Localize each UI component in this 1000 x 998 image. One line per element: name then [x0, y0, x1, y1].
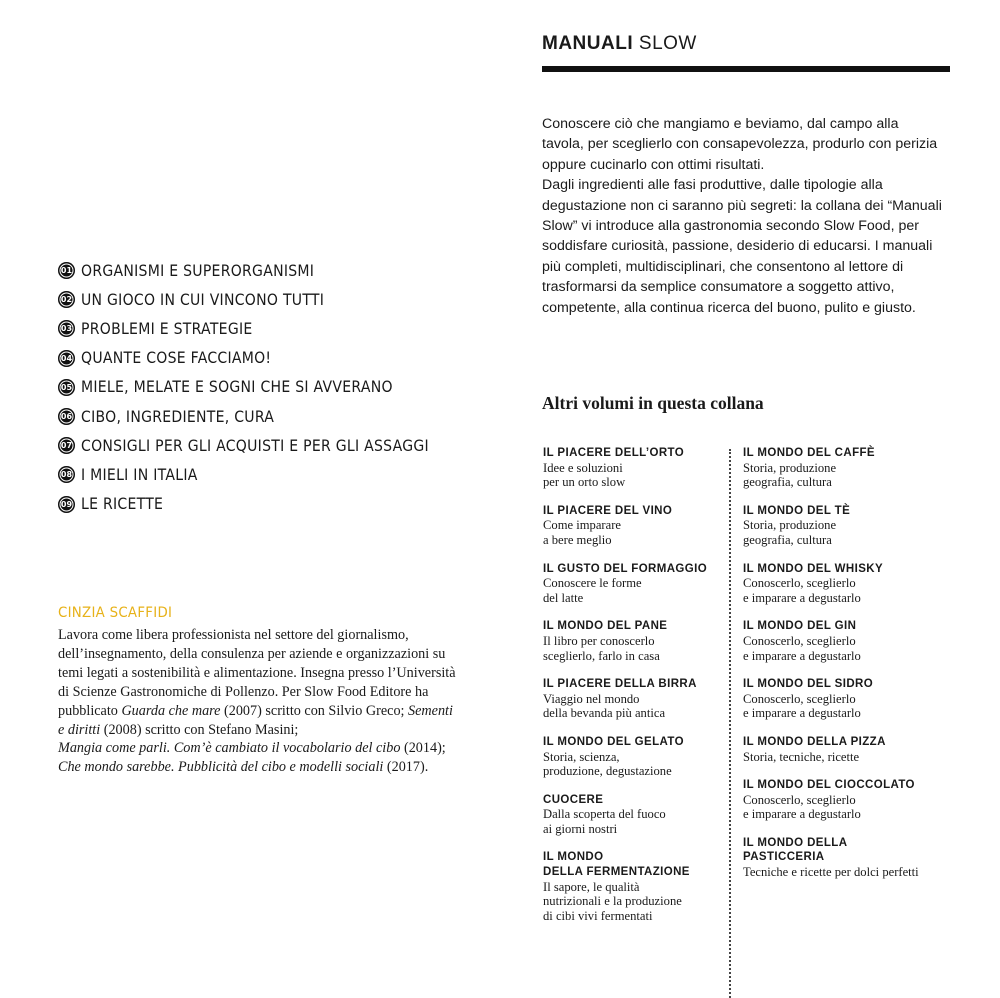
series-name-light: SLOW	[638, 33, 697, 54]
chapter-title: MIELE, MELATE E SOGNI CHE SI AVVERANO	[81, 378, 393, 397]
volumes-column-left	[543, 446, 733, 937]
chapter-number-badge: 01	[58, 262, 75, 279]
toc-item	[58, 490, 458, 519]
volume-title: IL MONDO DEL GELATO	[543, 735, 684, 748]
volume-entry	[543, 504, 733, 548]
volume-entry	[543, 735, 733, 779]
volume-title: IL PIACERE DELL’ORTO	[543, 447, 685, 459]
volume-entry	[743, 735, 973, 764]
volume-subtitle: Dalla scoperta del fuoco ai giorni nostri	[543, 807, 666, 836]
book-title: Guarda che mare	[121, 702, 221, 719]
chapter-title: UN GIOCO IN CUI VINCONO TUTTI	[81, 290, 325, 309]
volume-subtitle: Conoscerlo, sceglierlo e imparare a degustarlo	[743, 633, 861, 663]
volume-entry	[743, 778, 973, 822]
series-name-bold: MANUALI	[542, 33, 634, 54]
volume-subtitle: Conoscerlo, sceglierlo e imparare a degustarlo	[743, 576, 861, 605]
toc-item	[58, 402, 458, 431]
book-title: Mangia come parli. Com’è cambiato il vocabolario del cibo	[58, 740, 401, 757]
volume-subtitle: Storia, produzione geografia, cultura	[743, 518, 837, 547]
author-bio-text: (2014);	[400, 740, 446, 757]
volume-subtitle: Viaggio nel mondo della bevanda più antica	[543, 691, 666, 721]
volume-entry	[743, 446, 973, 490]
volume-title: CUOCERE	[543, 793, 604, 806]
volume-entry	[543, 850, 733, 923]
author-bio-text: (2007) scritto con Silvio Greco;	[220, 702, 409, 719]
author-bio-text: Lavora come libera professionista nel settore del giornalismo, dell’insegnamento, della consulenza per aziende e organizzazioni su temi legati a sostenibilità e alimentazione. Insegna presso l’Università di Scienze Gastronomiche di Pollenzo. Per Slow Food Editore ha pubblicato	[58, 627, 456, 719]
toc-item	[58, 431, 458, 460]
volume-title: IL MONDO DELLA PIZZA	[743, 735, 886, 748]
series-header	[542, 33, 697, 55]
volume-title: IL MONDO DEL CAFFÈ	[743, 447, 875, 459]
volume-entry	[743, 836, 973, 880]
volume-subtitle: Storia, tecniche, ricette	[743, 749, 860, 764]
volume-title: IL MONDO DEL TÈ	[743, 504, 851, 517]
chapter-number-badge: 05	[58, 379, 75, 396]
volume-entry	[543, 562, 733, 606]
volume-title: IL MONDO DELLA FERMENTAZIONE	[543, 851, 690, 879]
volume-title: IL MONDO DEL WHISKY	[743, 562, 884, 575]
chapter-number-badge: 09	[58, 496, 75, 513]
volume-subtitle: Il libro per conoscerlo sceglierlo, farlo in casa	[543, 633, 660, 663]
volume-entry	[543, 677, 733, 721]
intro-paragraph-1: Conoscere ciò che mangiamo e beviamo, dal campo alla tavola, per sceglierlo con consapevolezza, produrlo con perizia oppure cucinarlo con ottimi risultati.	[542, 116, 938, 173]
volume-entry	[543, 793, 733, 837]
volume-title: IL PIACERE DELLA BIRRA	[543, 678, 697, 691]
chapter-number-badge: 02	[58, 291, 75, 308]
chapter-title: CIBO, INGREDIENTE, CURA	[81, 407, 275, 426]
volume-title: IL MONDO DEL GIN	[743, 620, 857, 633]
volume-entry	[543, 619, 733, 663]
volume-title: IL MONDO DEL PANE	[543, 620, 668, 633]
toc-item	[58, 460, 458, 489]
volume-subtitle: Idee e soluzioni per un orto slow	[543, 460, 626, 490]
volume-entry	[743, 504, 973, 548]
chapter-number-badge: 07	[58, 437, 75, 454]
volume-subtitle: Conoscere le forme del latte	[543, 576, 642, 605]
chapter-title: LE RICETTE	[81, 495, 164, 514]
volume-title: IL MONDO DEL CIOCCOLATO	[743, 779, 915, 792]
author-bio	[58, 626, 458, 777]
volume-subtitle: Conoscerlo, sceglierlo e imparare a degustarlo	[743, 792, 861, 822]
chapter-title: I MIELI IN ITALIA	[81, 465, 198, 484]
volume-subtitle: Storia, produzione geografia, cultura	[743, 460, 837, 490]
toc-item	[58, 373, 458, 402]
chapter-number-badge: 08	[58, 466, 75, 483]
chapter-title: ORGANISMI E SUPERORGANISMI	[81, 261, 315, 280]
author-name: CINZIA SCAFFIDI	[58, 605, 173, 621]
book-title: Che mondo sarebbe. Pubblicità del cibo e modelli sociali	[58, 759, 384, 776]
volume-entry	[743, 619, 973, 663]
volume-subtitle: Conoscerlo, sceglierlo e imparare a degustarlo	[743, 691, 861, 721]
volume-title: IL GUSTO DEL FORMAGGIO	[543, 562, 708, 575]
volume-subtitle: Storia, scienza, produzione, degustazione	[543, 749, 672, 779]
volume-entry	[743, 562, 973, 606]
series-description	[542, 114, 942, 318]
chapter-title: PROBLEMI E STRATEGIE	[81, 319, 253, 338]
book-title: Sementi e diritti	[58, 702, 453, 738]
volume-title: IL MONDO DEL SIDRO	[743, 678, 874, 691]
table-of-contents	[58, 256, 458, 519]
other-volumes-heading: Altri volumi in questa collana	[542, 393, 764, 413]
intro-paragraph-2: Dagli ingredienti alle fasi produttive, dalle tipologie alla degustazione non ci saranno più segreti: la collana dei “Manuali Slow” vi introduce alla gastronomia secondo Slow Food, per soddisfare curiosità, passione, desiderio di educarsi. I manuali più completi, multidisciplinari, che consentono al lettore di trasformarsi da semplice consumatore a soggetto attivo, competente, alla continua ricerca del buono, pulito e giusto.	[542, 177, 942, 316]
header-rule	[542, 66, 950, 72]
toc-item	[58, 344, 458, 373]
volume-entry	[743, 677, 973, 721]
volume-subtitle: Come imparare a bere meglio	[543, 518, 621, 547]
volume-subtitle: Tecniche e ricette per dolci perfetti	[743, 865, 919, 880]
volume-subtitle: Il sapore, le qualità nutrizionali e la produzione di cibi vivi fermentati	[543, 879, 682, 923]
author-bio-text: (2008) scritto con Stefano Masini;	[100, 721, 299, 738]
volume-title: IL MONDO DELLA PASTICCERIA	[743, 836, 848, 864]
toc-item	[58, 285, 458, 314]
volumes-column-right	[743, 446, 973, 894]
author-bio-text: (2017).	[383, 759, 429, 776]
chapter-title: QUANTE COSE FACCIAMO!	[81, 349, 272, 368]
volume-entry	[543, 446, 733, 490]
chapter-number-badge: 03	[58, 320, 75, 337]
chapter-title: CONSIGLI PER GLI ACQUISTI E PER GLI ASSAGGI	[81, 436, 429, 455]
toc-item	[58, 314, 458, 343]
volume-title: IL PIACERE DEL VINO	[543, 504, 673, 517]
toc-item	[58, 256, 458, 285]
chapter-number-badge: 04	[58, 350, 75, 367]
chapter-number-badge: 06	[58, 408, 75, 425]
